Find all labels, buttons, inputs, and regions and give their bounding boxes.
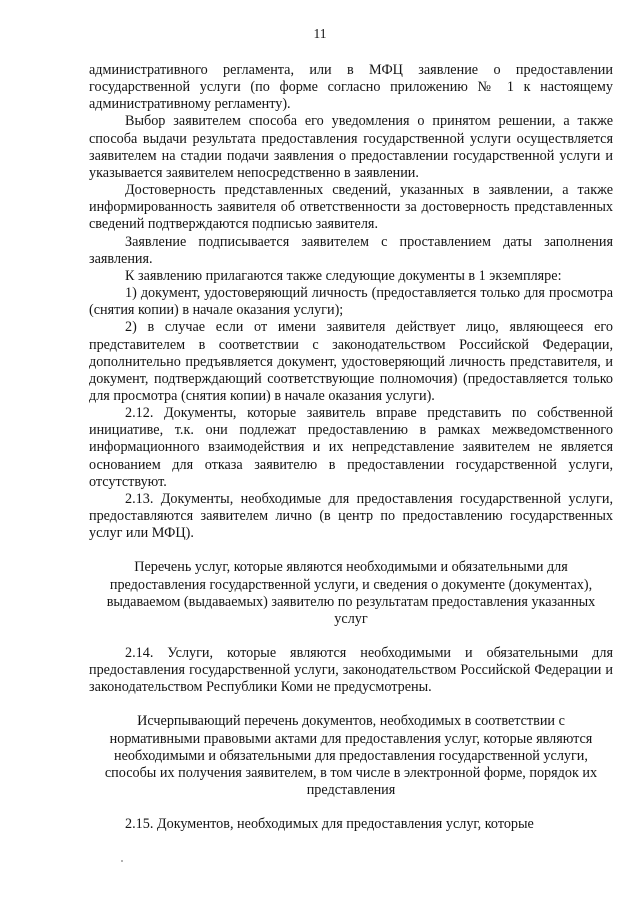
section-heading-required-services: Перечень услуг, которые являются необходимыми и обязательными для предоставления государственной услуги, и сведения о документе (документах), выдаваемом (выдаваемых) заявителю по результатам предоставления указанных услуг [106,559,596,627]
section-2-12: 2.12. Документы, которые заявитель вправе представить по собственной инициативе, т.к. они подлежат предоставлению в рамках межведомственного информационного взаимодействия и их непредставление заявителем не является основанием для отказа заявителю в предоставлении государственной услуги, отсутствуют. [89,405,613,490]
paragraph-notification-method: Выбор заявителем способа его уведомления о принятом решении, а также способа выдачи результата предоставления государственной услуги осуществляется заявителем на стадии подачи заявления о предоставлении государственной услуги и указывается заявителем непосредственно в заявлении. [89,113,613,181]
document-body [89,62,613,833]
scan-speck [121,860,123,862]
section-2-14: 2.14. Услуги, которые являются необходимыми и обязательными для предоставления государственной услуги, законодательством Российской Федерации и законодательством Республики Коми не предусмотрены. [89,645,613,696]
paragraph-signature: Заявление подписывается заявителем с проставлением даты заполнения заявления. [89,233,613,267]
list-item-identity-document: 1) документ, удостоверяющий личность (предоставляется только для просмотра (снятия копии) в начале оказания услуги); [89,285,613,319]
list-item-representative: 2) в случае если от имени заявителя действует лицо, являющееся его представителем в соответствии с законодательством Российской Федерации, дополнительно предъявляется документ, удостоверяющий личность представителя, и документ, подтверждающий соответствующие полномочия) (предоставляется только для просмотра (снятия копии) в начале оказания услуги). [89,319,613,404]
section-2-15: 2.15. Документов, необходимых для предоставления услуг, которые [125,816,534,833]
section-2-13: 2.13. Документы, необходимые для предоставления государственной услуги, предоставляются заявителем лично (в центр по предоставлению государственных услуг или МФЦ). [89,490,613,542]
paragraph-continuation: административного регламента, или в МФЦ заявление о предоставлении государственной услуги (по форме согласно приложению № 1 к настоящему административному регламенту). [89,62,613,113]
page-number: 11 [313,26,327,41]
paragraph-reliability: Достоверность представленных сведений, указанных в заявлении, а также информированность заявителя об ответственности за достоверность представленных сведений подтверждаются подписью заявителя. [89,182,613,233]
section-heading-documents-list: Исчерпывающий перечень документов, необходимых в соответствии с нормативными правовыми актами для предоставления услуг, которые являются необходимыми и обязательными для предоставления государственной услуги, способы их получения заявителем, в том числе в электронной форме, порядок их представления [104,713,598,799]
paragraph-attachments-intro: К заявлению прилагаются также следующие документы в 1 экземпляре: [125,267,562,284]
